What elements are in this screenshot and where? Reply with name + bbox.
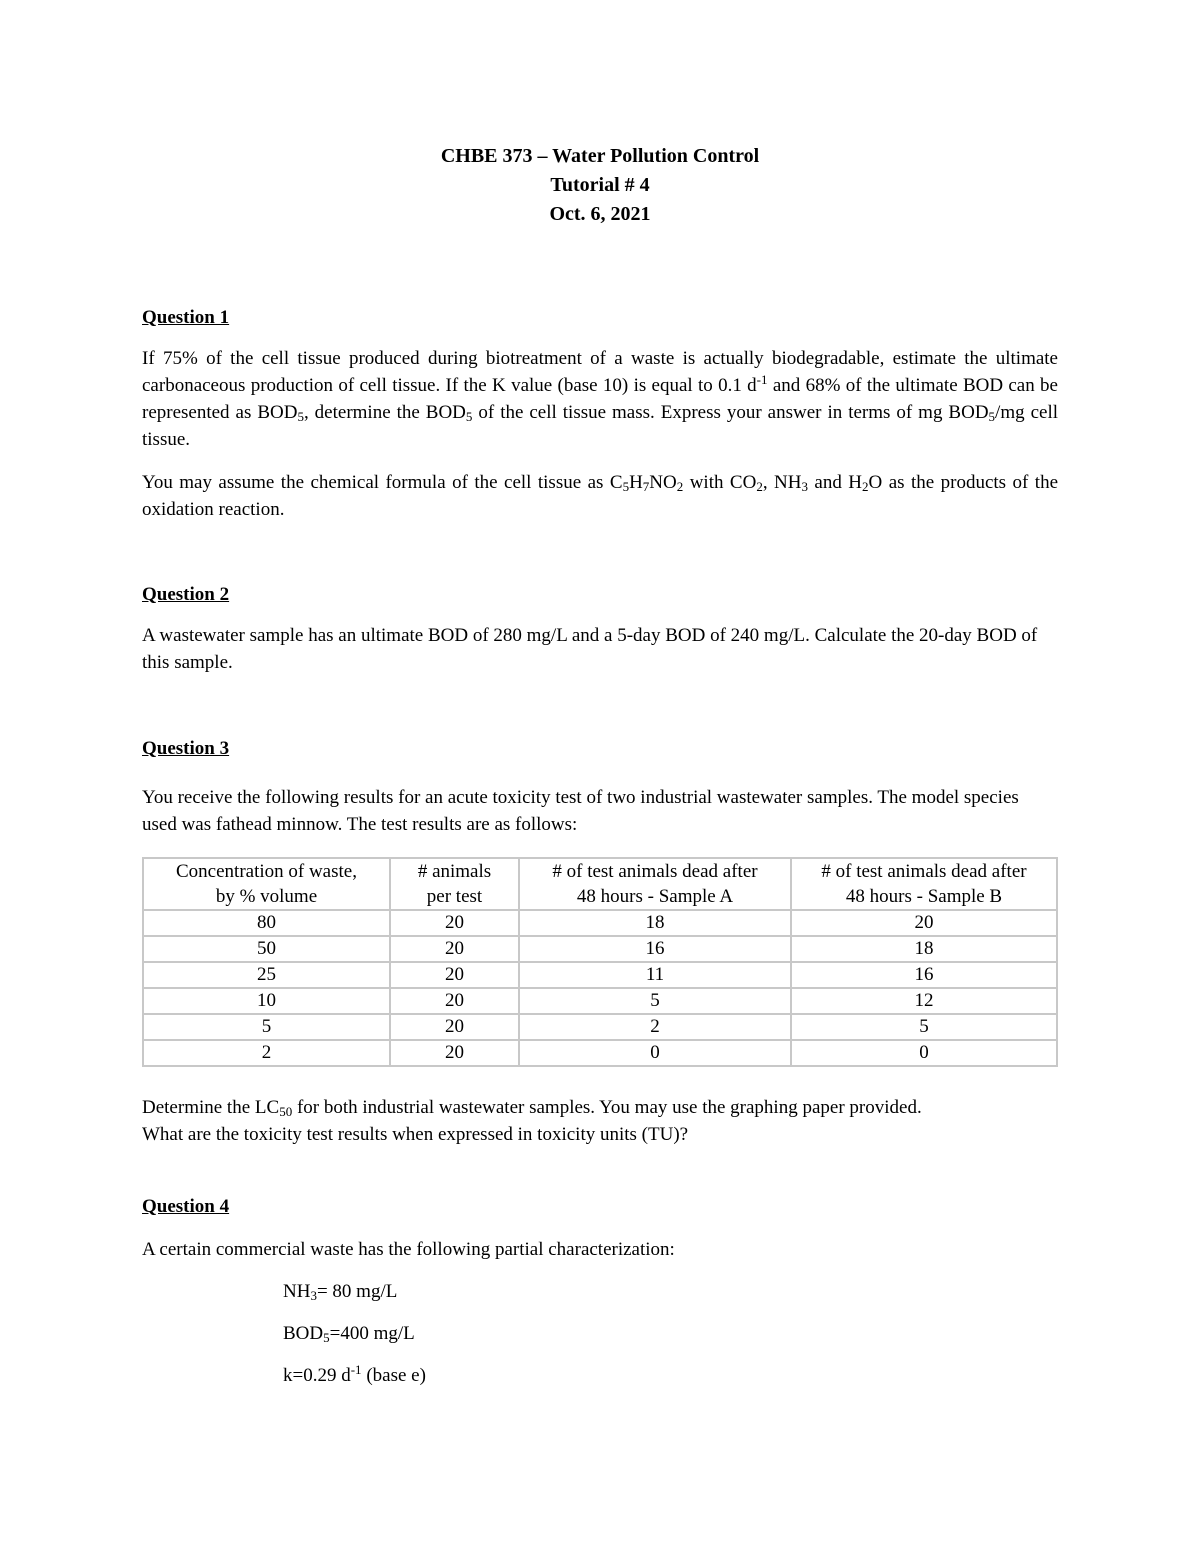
question-3-followup: Determine the $LC_{50}$ for both industrial wastewater samples. You may use the graphing paper provided. What are the toxicity test results when expressed in toxicity units (TU)? xyxy=(142,1097,922,1145)
table-row xyxy=(143,910,1057,936)
table-cell: 18 xyxy=(519,910,791,936)
characterization-bod5: $BOD_5=400$ mg/L xyxy=(283,1323,415,1345)
table-row xyxy=(143,1014,1057,1040)
table-cell: 5 xyxy=(143,1014,390,1040)
table-cell: 12 xyxy=(791,988,1057,1014)
characterization-k: k=0.29 $d^{-1}$ (base e) xyxy=(283,1362,426,1386)
question-3-title: Question 3 xyxy=(142,738,230,759)
table-cell: 18 xyxy=(791,936,1057,962)
tutorial-number: Tutorial # 4 xyxy=(550,174,650,196)
toxicity-table xyxy=(142,857,1058,1067)
table-cell: 5 xyxy=(791,1014,1057,1040)
table-cell: 20 xyxy=(390,1040,519,1066)
table-row xyxy=(143,1040,1057,1066)
table-row xyxy=(143,962,1057,988)
table-cell: 20 xyxy=(390,988,519,1014)
column-header-sample-b: # of test animals dead after 48 hours - Sample B xyxy=(791,858,1057,910)
question-4-title: Question 4 xyxy=(142,1196,230,1217)
characterization-nh3: $NH_3= 80$ mg/L xyxy=(283,1281,398,1303)
column-header-animals: # animals per test xyxy=(390,858,519,910)
question-1-paragraph-1: If 75% of the cell tissue produced during biotreatment of a waste is actually biodegradable, estimate the ultimate carbonaceous production of cell tissue. If the K value (base 10) is equal to 0.1 $d^{-1}$ and 68% of the ultimate BOD can be represented as $BOD_5$, determine the $BOD_5$ of the cell tissue mass. Express your answer in terms of mg $BOD_5/mg$ cell tissue. xyxy=(142,348,1058,450)
table-cell: 16 xyxy=(791,962,1057,988)
table-cell: 20 xyxy=(390,910,519,936)
question-1-paragraph-2: You may assume the chemical formula of the cell tissue as $C_5H_7NO_2$ with $CO_2$, $NH_3$ and $H_2O$ as the products of the oxidation reaction. xyxy=(142,472,1058,520)
column-header-sample-a: # of test animals dead after 48 hours - Sample A xyxy=(519,858,791,910)
question-2-text: A wastewater sample has an ultimate BOD of 280 mg/L and a 5-day BOD of 240 mg/L. Calculate the 20-day BOD of this sample. xyxy=(142,625,1038,673)
table-cell: 20 xyxy=(390,1014,519,1040)
table-cell: 5 xyxy=(519,988,791,1014)
table-cell: 20 xyxy=(390,936,519,962)
table-cell: 10 xyxy=(143,988,390,1014)
table-cell: 11 xyxy=(519,962,791,988)
table-cell: 20 xyxy=(791,910,1057,936)
table-cell: 16 xyxy=(519,936,791,962)
column-header-concentration: Concentration of waste, by % volume xyxy=(143,858,390,910)
table-cell: 50 xyxy=(143,936,390,962)
question-4-intro: A certain commercial waste has the following partial characterization: xyxy=(142,1239,675,1260)
table-row xyxy=(143,936,1057,962)
course-title: CHBE 373 – Water Pollution Control xyxy=(440,145,760,167)
table-cell: 0 xyxy=(519,1040,791,1066)
table-header-row xyxy=(143,858,1057,910)
table-row xyxy=(143,988,1057,1014)
table-cell: 80 xyxy=(143,910,390,936)
document-header xyxy=(0,142,1200,229)
table-cell: 0 xyxy=(791,1040,1057,1066)
question-1-title: Question 1 xyxy=(142,307,230,328)
table-cell: 20 xyxy=(390,962,519,988)
question-3-intro: You receive the following results for an acute toxicity test of two industrial wastewater samples. The model species used was fathead minnow. The test results are as follows: xyxy=(142,787,1019,835)
table-cell: 25 xyxy=(143,962,390,988)
table-cell: 2 xyxy=(143,1040,390,1066)
tutorial-date: Oct. 6, 2021 xyxy=(549,203,651,225)
table-cell: 2 xyxy=(519,1014,791,1040)
question-2-title: Question 2 xyxy=(142,584,230,605)
